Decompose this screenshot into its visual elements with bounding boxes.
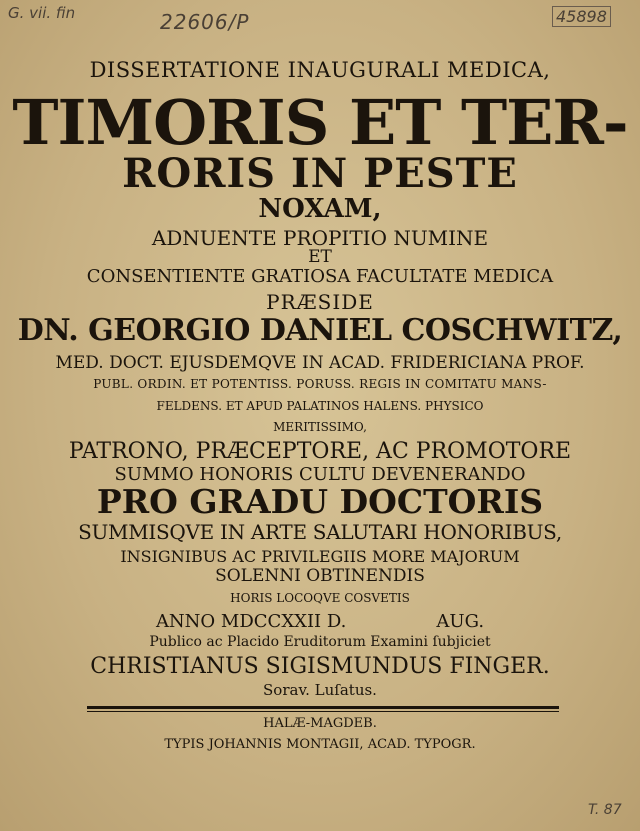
imprint-place: HALÆ-MAGDEB. [263,716,377,731]
praeses-title-4: MERITISSIMO, [273,420,367,434]
handwritten-shelfmark: G. vii. fin [8,4,76,22]
date-line [0,611,640,632]
horis-line: HORIS LOCOQVE COSVETIS [230,591,410,605]
handwritten-catalog-number: 22606/P [160,10,250,34]
praeside-line: PRÆSIDE [266,290,374,314]
divider-thin [87,711,559,712]
praeses-title-3: FELDENS. ET APUD PALATINOS HALENS. PHYSICO [156,399,484,413]
main-title-line-3: NOXAM, [258,194,382,224]
imprint-printer: TYPIS JOHANNIS MONTAGII, ACAD. TYPOGR. [164,737,476,752]
handwritten-accession-number: 45898 [552,6,611,27]
main-title-line-2: RORIS IN PESTE [122,150,518,197]
date-month: AUG. [436,611,485,632]
dissertation-heading: DISSERTATIONE INAUGURALI MEDICA, [89,58,551,82]
respondent-name: CHRISTIANUS SIGISMUNDUS FINGER. [90,654,550,679]
main-title-line-1: TIMORIS ET TER- [12,86,628,159]
praeses-title-2: PUBL. ORDIN. ET POTENTISS. PORUSS. REGIS IN COMITATU MANS- [93,377,547,391]
patrono-line: PATRONO, PRÆCEPTORE, AC PROMOTORE [68,439,572,464]
publico-line: Publico ac Placido Eruditorum Examini ſubjiciet [149,634,491,650]
divider-thick [87,706,559,709]
solenni-line: SOLENNI OBTINENDIS [215,566,425,586]
praeses-name: DN. GEORGIO DANIEL COSCHWITZ, [17,313,623,348]
adnuente-line: ADNUENTE PROPITIO NUMINE [151,226,489,250]
et-line: ET [308,247,332,267]
pro-gradu-doctoris: PRO GRADU DOCTORIS [96,482,544,521]
handwritten-page-mark: T. 87 [588,802,622,818]
summo-honoris-line: SUMMO HONORIS CULTU DEVENERANDO [114,464,526,485]
date-year: ANNO MDCCXXII D. [155,611,347,632]
consentiente-line: CONSENTIENTE GRATIOSA FACULTATE MEDICA [86,266,554,287]
praeses-title-1: MED. DOCT. EJUSDEMQVE IN ACAD. FRIDERICIANA PROF. [55,353,585,373]
respondent-origin: Sorav. Luſatus. [263,681,377,699]
summisqve-line: SUMMISQVE IN ARTE SALUTARI HONORIBUS, [78,520,562,544]
insignibus-line: INSIGNIBUS AC PRIVILEGIIS MORE MAJORUM [120,547,520,566]
